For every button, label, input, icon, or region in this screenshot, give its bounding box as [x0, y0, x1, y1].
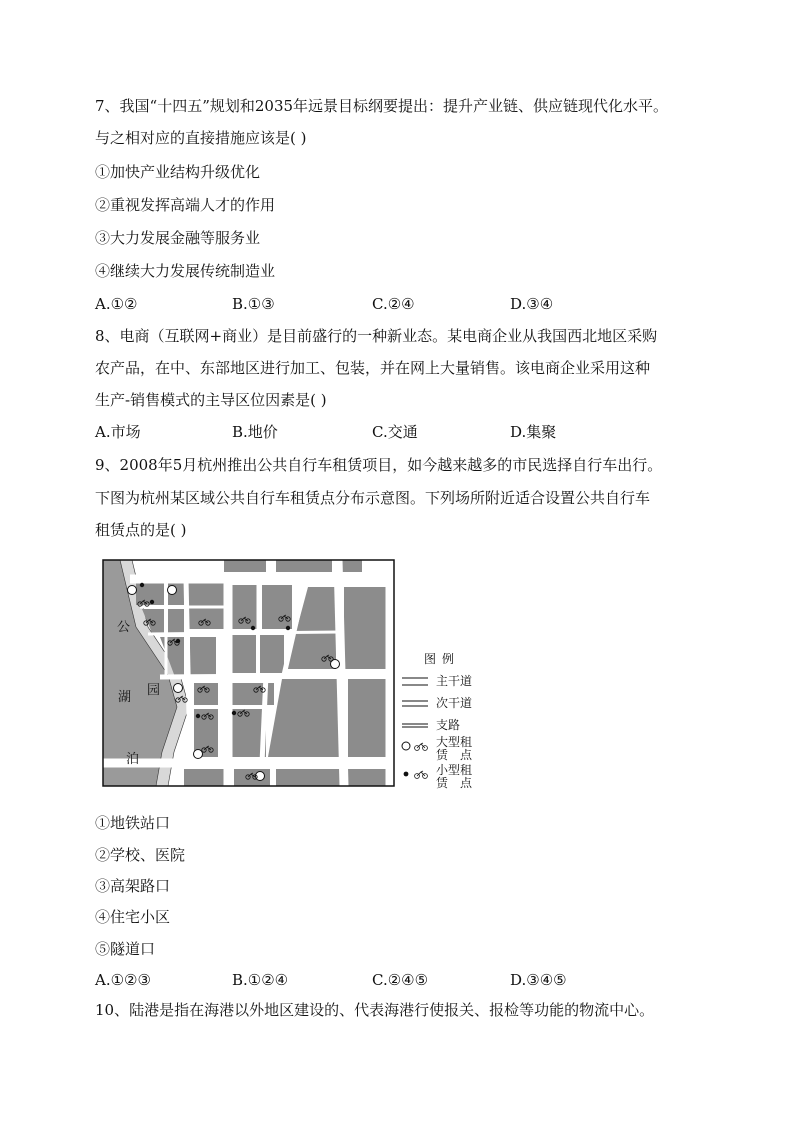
q9-option-c[interactable]: C.②④⑤ — [372, 971, 429, 989]
legend-main-road: 主干道 — [436, 674, 473, 688]
small-rental-point — [251, 626, 255, 630]
main-road-symbol — [400, 670, 430, 692]
q7-stem-line-1: 7、我国“十四五”规划和2035年远景目标纲要提出：提升产业链、供应链现代化水平。 — [95, 97, 669, 115]
bike-icon — [415, 743, 428, 750]
q7-stem-line-2: 与之相对应的直接措施应该是( ) — [95, 129, 307, 147]
q7-item-4: ④继续大力发展传统制造业 — [95, 262, 276, 280]
secondary-road-symbol — [400, 692, 430, 714]
bike-rental-map — [100, 557, 397, 789]
q7-item-2: ②重视发挥高端人才的作用 — [95, 196, 276, 214]
city-block — [194, 683, 218, 705]
small-rental-point — [140, 583, 144, 587]
large-rental-point — [174, 684, 183, 693]
secondary-road — [160, 675, 397, 677]
city-block — [184, 769, 226, 786]
legend-branch-road: 支路 — [436, 718, 461, 732]
small-rental-point — [286, 626, 290, 630]
legend-small-point-line-1: 小型租 — [436, 763, 473, 777]
q9-option-b[interactable]: B.①②④ — [232, 971, 289, 989]
q7-option-d[interactable]: D.③④ — [510, 295, 554, 313]
q9-stem-line-1: 9、2008年5月杭州推出公共自行车租赁项目，如今越来越多的市民选择自行车出行。 — [95, 456, 663, 474]
q7-item-3: ③大力发展金融等服务业 — [95, 229, 261, 247]
park-label-2: 园 — [147, 683, 161, 698]
branch-road-symbol — [400, 714, 430, 736]
legend-large-point-line-1: 大型租 — [436, 735, 473, 749]
city-block — [276, 560, 332, 572]
city-block — [276, 769, 386, 786]
legend-large-point-line-2: 赁 点 — [436, 748, 473, 762]
q7-option-b[interactable]: B.①③ — [232, 295, 275, 313]
city-block — [190, 637, 216, 675]
city-block — [224, 560, 266, 572]
legend-small-point — [436, 764, 472, 790]
q10-stem-line-1: 10、陆港是指在海港以外地区建设的、代表海港行使报关、报检等功能的物流中心。 — [95, 1001, 655, 1019]
city-block — [262, 585, 292, 629]
small-rental-point — [196, 714, 200, 718]
park-label-1: 公 — [117, 620, 131, 635]
q8-stem-line-1: 8、电商（互联网+商业）是目前盛行的一种新业态。某电商企业从我国西北地区采购 — [95, 327, 658, 345]
q9-item-4: ④住宅小区 — [95, 908, 171, 926]
large-point-symbol — [400, 736, 430, 758]
q8-option-b[interactable]: B.地价 — [232, 423, 278, 441]
legend-title: 图例 — [424, 652, 461, 666]
large-rental-point — [168, 586, 177, 595]
q9-option-a[interactable]: A.①②③ — [95, 971, 151, 989]
small-rental-point — [150, 600, 154, 604]
q8-option-d[interactable]: D.集聚 — [510, 423, 557, 441]
q9-item-2: ②学校、医院 — [95, 846, 186, 864]
city-block — [344, 587, 386, 669]
city-block — [230, 635, 256, 673]
branch-road — [148, 632, 340, 634]
lake-label-1: 湖 — [118, 690, 132, 705]
q9-item-3: ③高架路口 — [95, 877, 171, 895]
large-rental-point — [128, 586, 137, 595]
legend-large-point — [436, 736, 472, 762]
q7-option-c[interactable]: C.②④ — [372, 295, 415, 313]
city-block — [340, 560, 362, 572]
q8-stem-line-3: 生产-销售模式的主导区位因素是( ) — [95, 391, 327, 409]
small-point-symbol — [400, 764, 430, 786]
city-block — [260, 635, 284, 673]
q8-stem-line-2: 农产品，在中、东部地区进行加工、包装，并在网上大量销售。该电商企业采用这种 — [95, 359, 651, 377]
q9-stem-line-3: 租赁点的是( ) — [95, 521, 187, 539]
q8-option-a[interactable]: A.市场 — [95, 423, 141, 441]
legend-secondary-road: 次干道 — [436, 696, 473, 710]
q7-option-a[interactable]: A.①② — [95, 295, 138, 313]
q7-options — [95, 294, 715, 314]
city-block — [348, 679, 386, 757]
bike-icon — [415, 771, 428, 778]
large-rental-point — [194, 750, 203, 759]
q8-option-c[interactable]: C.交通 — [372, 423, 418, 441]
q9-item-1: ①地铁站口 — [95, 814, 171, 832]
q7-item-1: ①加快产业结构升级优化 — [95, 163, 261, 181]
legend-small-point-line-2: 赁 点 — [436, 776, 473, 790]
q9-options — [95, 970, 715, 990]
q9-item-5: ⑤隧道口 — [95, 940, 156, 958]
q9-option-d[interactable]: D.③④⑤ — [510, 971, 567, 989]
city-block — [168, 609, 184, 633]
lake-label-2: 泊 — [126, 752, 140, 767]
small-rental-point — [232, 711, 236, 715]
q9-stem-line-2: 下图为杭州某区域公共自行车租赁点分布示意图。下列场所附近适合设置公共自行车 — [95, 489, 651, 507]
q8-options — [95, 422, 715, 442]
